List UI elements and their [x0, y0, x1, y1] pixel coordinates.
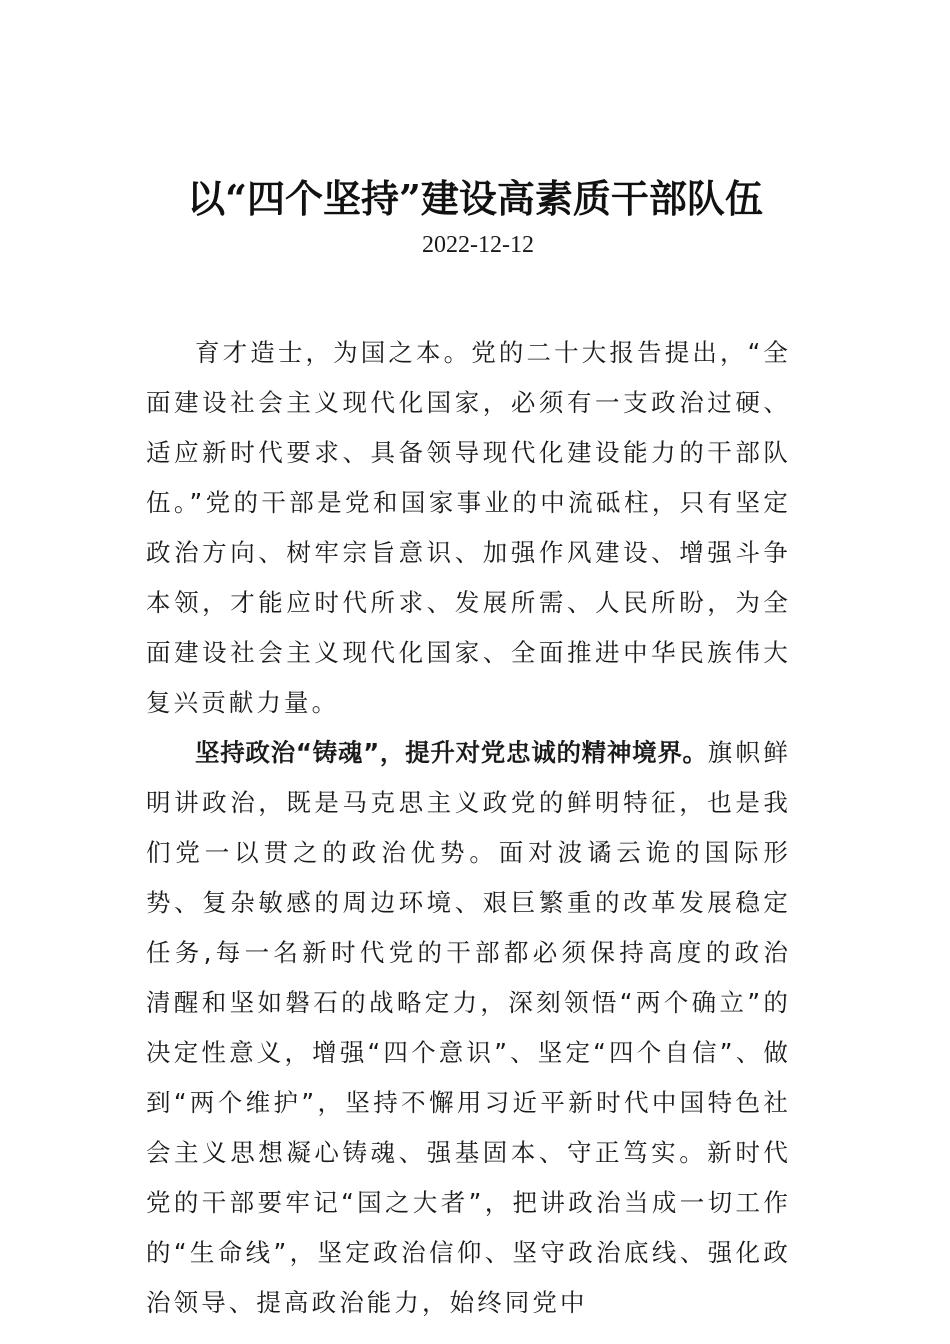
paragraph-text: 育才造士，为国之本。党的二十大报告提出，“全面建设社会主义现代化国家，必须有一支政治过硬、适应新时代要求、具备领导现代化建设能力的干部队伍。”党的干部是党和国家事业的中流砥柱，只有坚定政治方向、树牢宗旨意识、加强作风建设、增强斗争本领，才能应时代所求、发展所需、人民所盼，为全面建设社会主义现代化国家、全面推进中华民族伟大复兴贡献力量。: [146, 338, 791, 717]
paragraph-lead-heading: 坚持政治“铸魂”，提升对党忠诚的精神境界。: [195, 738, 708, 767]
document-body: [146, 328, 791, 1328]
paragraph-political-soul: [146, 728, 791, 1328]
document-date: 2022-12-12: [422, 232, 534, 258]
paragraph-intro: [146, 328, 791, 728]
paragraph-text: 旗帜鲜明讲政治，既是马克思主义政党的鲜明特征，也是我们党一以贯之的政治优势。面对波谲云诡的国际形势、复杂敏感的周边环境、艰巨繁重的改革发展稳定任务,每一名新时代党的干部都必须保持高度的政治清醒和坚如磐石的战略定力，深刻领悟“两个确立”的决定性意义，增强“四个意识”、坚定“四个自信”、做到“两个维护”，坚持不懈用习近平新时代中国特色社会主义思想凝心铸魂、强基固本、守正笃实。新时代党的干部要牢记“国之大者”，把讲政治当成一切工作的“生命线”，坚定政治信仰、坚守政治底线、强化政治领导、提高政治能力，始终同党中: [146, 738, 791, 1317]
document-title: 以“四个坚持”建设高素质干部队伍: [187, 176, 763, 221]
